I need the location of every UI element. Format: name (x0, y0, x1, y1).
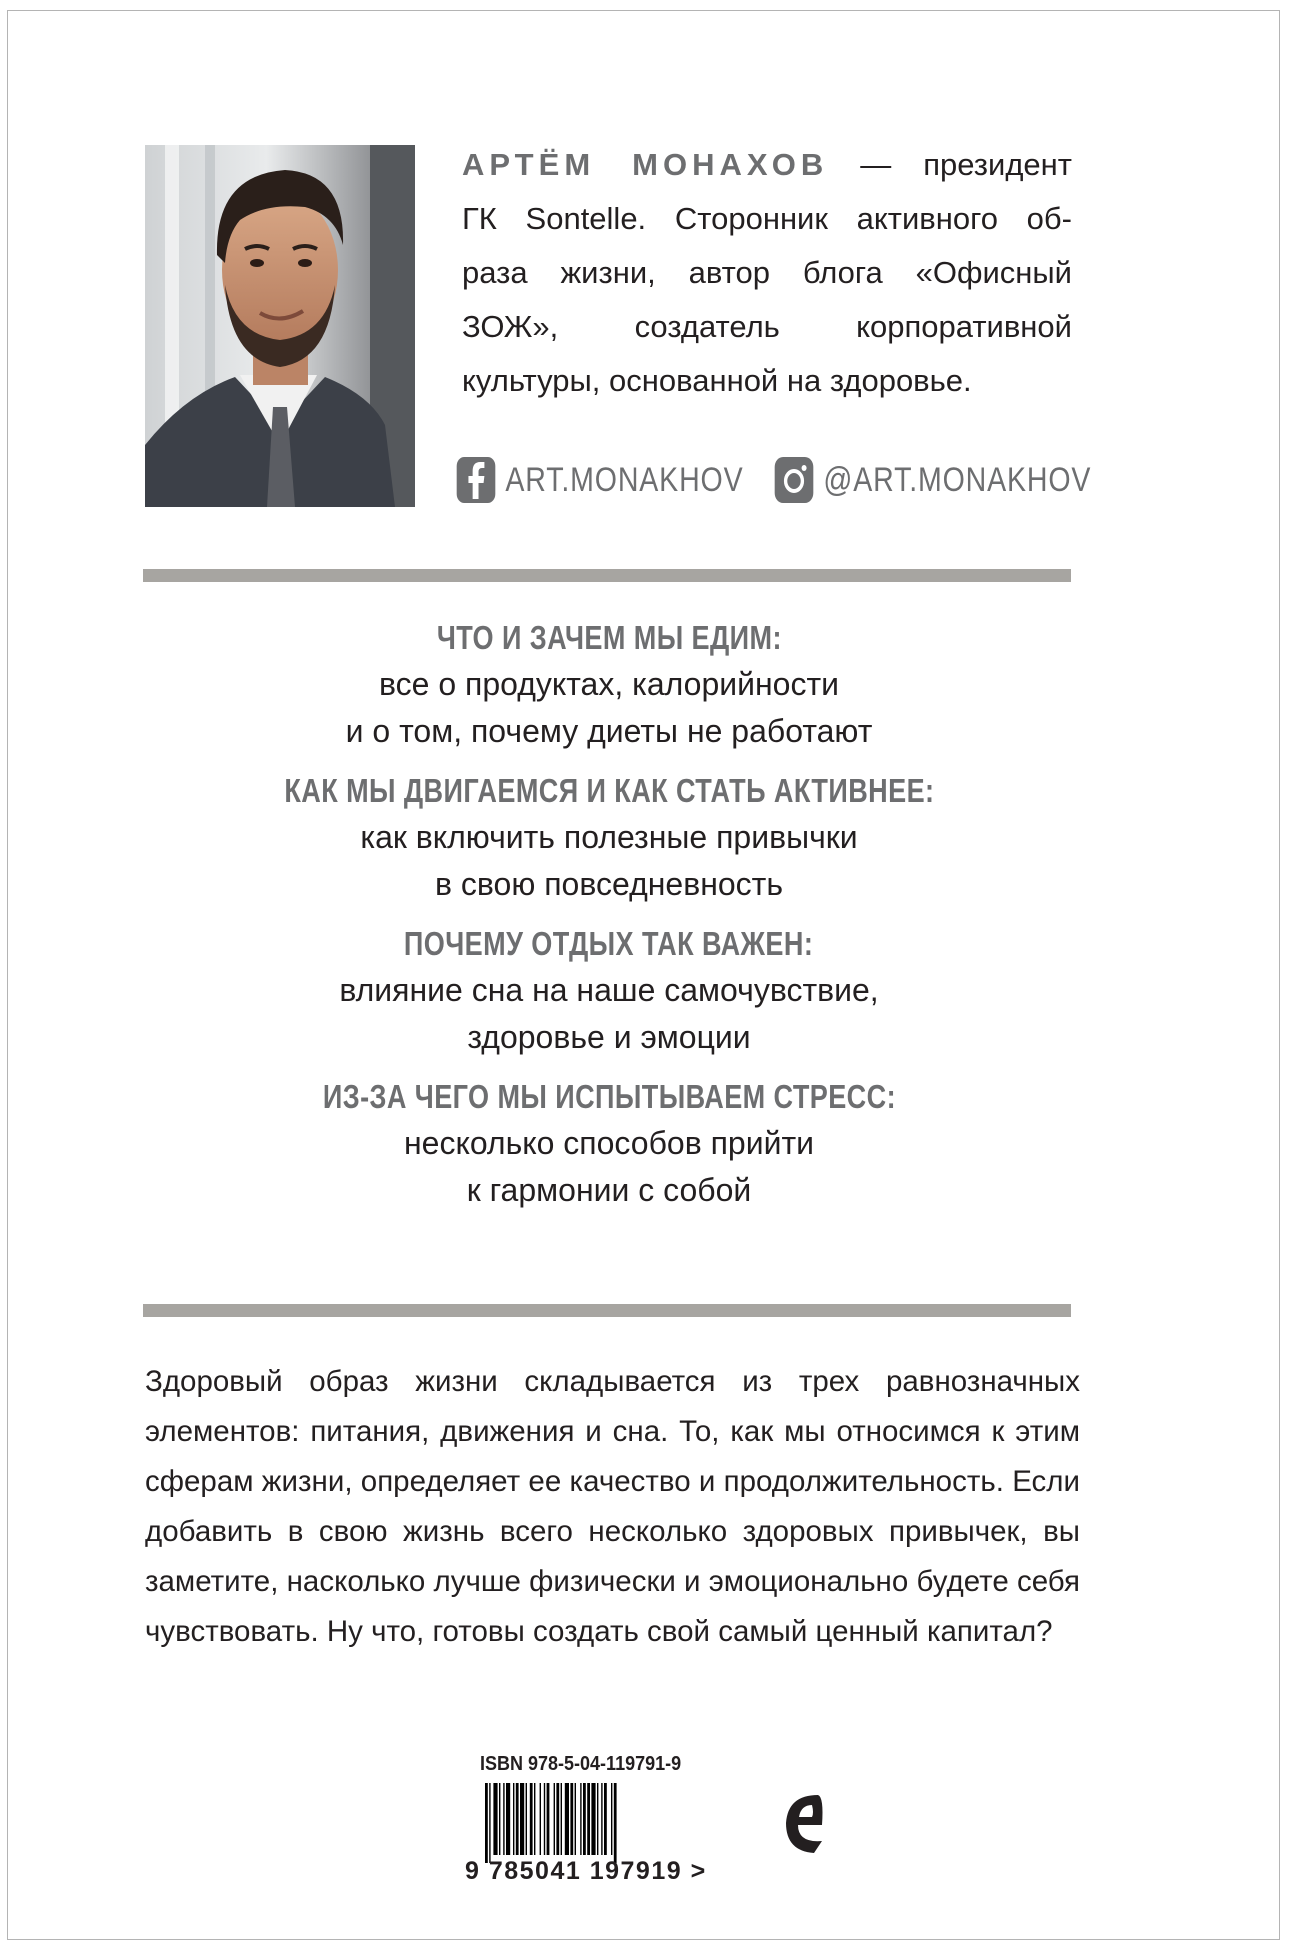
barcode-bar (530, 1783, 533, 1855)
barcode-bar (556, 1783, 559, 1855)
author-photo (145, 145, 415, 507)
barcode-bar (575, 1783, 576, 1855)
topic-line: несколько способов прийти (403, 1125, 814, 1161)
barcode-bar (611, 1783, 612, 1855)
barcode-bar (587, 1783, 590, 1855)
barcode-bar (520, 1783, 524, 1855)
barcode-bar (503, 1783, 504, 1855)
topic-3 (145, 921, 1073, 1061)
barcode-bar (580, 1783, 581, 1855)
facebook-handle: ART.MONAKHOV (455, 455, 743, 505)
barcode-digits: 9 785041 197919 > (465, 1857, 707, 1885)
topic-title: КАК МЫ ДВИГАЕМСЯ И КАК СТАТЬ АКТИВНЕЕ: (283, 772, 935, 809)
bio-line-5: культуры, основанной на здоровье. (462, 363, 972, 398)
barcode-bar (604, 1783, 607, 1855)
topic-line: к гармонии с собой (466, 1172, 752, 1208)
topic-2 (145, 768, 1073, 908)
barcode-bar (493, 1783, 497, 1855)
publisher-logo-icon (778, 1785, 828, 1865)
topic-4 (145, 1074, 1073, 1214)
facebook-icon (455, 455, 497, 505)
topic-line: все о продуктах, калорийности (378, 666, 839, 702)
divider-top (143, 569, 1071, 582)
isbn-label: ISBN 978-5-04-119791-9 (480, 1753, 682, 1775)
barcode-bar (547, 1783, 550, 1855)
topic-line: как включить полезные привычки (360, 819, 858, 855)
topic-1 (145, 615, 1073, 755)
topic-title: ИЗ-ЗА ЧЕГО МЫ ИСПЫТЫВАЕМ СТРЕСС: (322, 1078, 896, 1115)
instagram-handle: @ART.MONAKHOV (773, 455, 1091, 505)
barcode-bar (516, 1783, 519, 1855)
barcode-bar (591, 1783, 595, 1855)
topic-line: в свою повседневность (434, 866, 783, 902)
bio-line-3: раза жизни, автор блога «Офисный (462, 255, 1072, 290)
author-bio (462, 138, 1072, 408)
barcode-bar (540, 1783, 541, 1855)
barcode-bar (513, 1783, 514, 1855)
barcode-bar (489, 1783, 490, 1863)
topic-title: ПОЧЕМУ ОТДЫХ ТАК ВАЖЕН: (404, 925, 814, 962)
book-description: Здоровый образ жизни складывается из трех равнозначных элементов: питания, движения и сна. То, как мы относимся к этим сферам жизни, определяет ее качество и продолжительность. Если добавить в свою жизнь всего несколько здоровых привычек, вы заметите, насколько лучше физически и эмоционально будете себя чувствовать. Ну что, готовы создать свой самый ценный капитал? (145, 1365, 1080, 1648)
topics-list (145, 615, 1073, 1227)
barcode-bar (534, 1783, 535, 1855)
barcode-bar (506, 1783, 510, 1855)
barcode-bar (565, 1783, 569, 1855)
barcode-bar (570, 1783, 573, 1855)
barcode-bar (601, 1783, 602, 1855)
barcode (485, 1783, 711, 1863)
barcode-bar (526, 1783, 527, 1855)
social-handles (455, 455, 1092, 505)
topic-line: здоровье и эмоции (467, 1019, 751, 1055)
barcode-bar (614, 1783, 617, 1863)
topic-title: ЧТО И ЗАЧЕМ МЫ ЕДИМ: (436, 619, 782, 656)
barcode-bar (597, 1783, 598, 1855)
topic-line: влияние сна на наше самочувствие, (339, 972, 879, 1008)
instagram-icon (773, 455, 815, 505)
barcode-bar (485, 1783, 488, 1863)
barcode-bar (554, 1783, 555, 1855)
bio-line-4: ЗОЖ», создатель корпоративной (462, 309, 1072, 344)
barcode-bar (583, 1783, 586, 1855)
topic-line: и о том, почему диеты не работают (345, 713, 873, 749)
barcode-bar (561, 1783, 562, 1855)
barcode-bar (544, 1783, 545, 1855)
bio-line-1: АРТЁМ МОНАХОВ — президент (462, 147, 1072, 182)
barcode-bar (499, 1783, 500, 1855)
bio-line-2: ГК Sontelle. Сторонник активного об- (462, 201, 1072, 236)
divider-bottom (143, 1304, 1071, 1317)
author-name: АРТЁМ МОНАХОВ (462, 147, 829, 182)
